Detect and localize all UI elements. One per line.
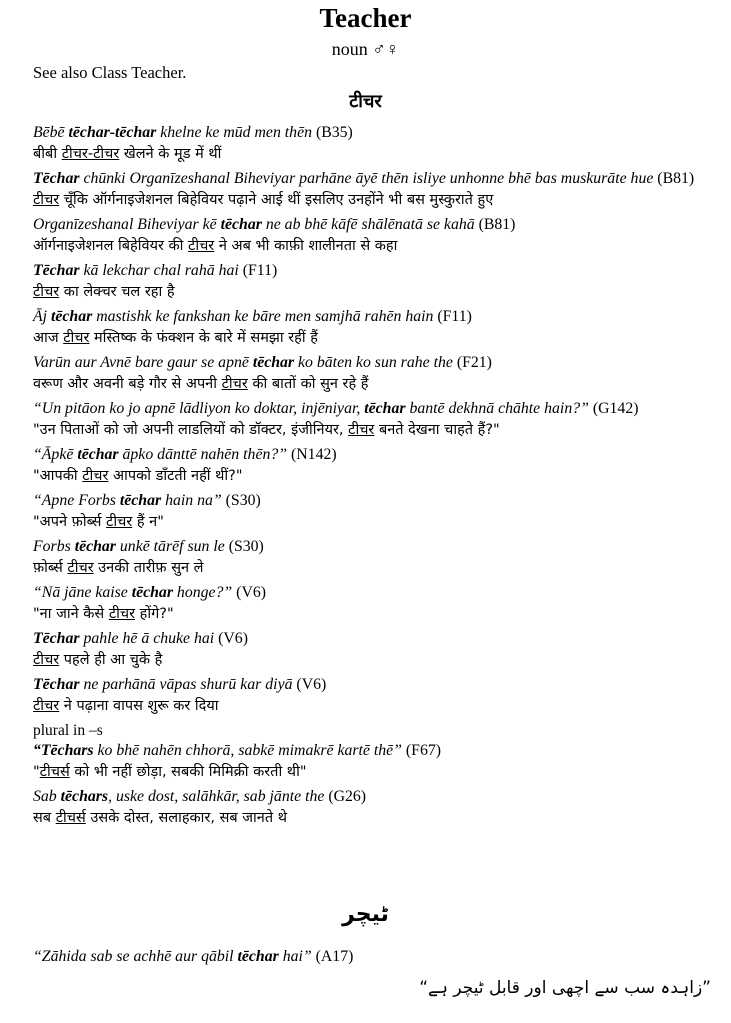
example-roman: Tēchar kā lekchar chal rahā hai (F11) — [33, 262, 278, 279]
example-hindi: "ना जाने कैसे टीचर होंगे?" — [33, 606, 174, 622]
example-entry — [33, 741, 723, 783]
urdu-example-text: ”زاہدہ سب سے اچھی اور قابل ٹیچر ہے“ — [419, 978, 711, 998]
example-hindi: "अपने फ़ोर्ब्स टीचर हैं न" — [33, 514, 164, 530]
example-roman: “Un pitāon ko jo apnē lādliyon ko doktar, injēniyar, tēchar bantē dekhnā chāhte hain?” (G142) — [33, 400, 639, 417]
example-roman: Organīzeshanal Biheviyar kē tēchar ne ab bhē kāfē shālēnatā se kahā (B81) — [33, 216, 516, 233]
example-roman: Āj tēchar mastishk ke fankshan ke bāre men samjhā rahēn hain (F11) — [33, 308, 472, 325]
example-roman: Varūn aur Avnē bare gaur se apnē tēchar ko bāten ko sun rahe the (F21) — [33, 354, 492, 371]
example-hindi: "टीचर्स को भी नहीं छोड़ा, सबकी मिमिक्री करती थी" — [33, 764, 307, 780]
example-hindi: टीचर ने पढ़ाना वापस शुरू कर दिया — [33, 698, 219, 714]
example-entry — [33, 445, 723, 487]
example-hindi: वरूण और अवनी बड़े गौर से अपनी टीचर की बातों को सुन रहे हैं — [33, 376, 369, 392]
example-entry — [33, 583, 723, 625]
example-hindi: बीबी टीचर-टीचर खेलने के मूड में थीं — [33, 146, 222, 162]
example-hindi: टीचर का लेक्चर चल रहा है — [33, 284, 175, 300]
example-roman: Tēchar chūnki Organīzeshanal Biheviyar parhāne āyē thēn isliye unhonne bhē bas muskurāte hue (B81) — [33, 170, 695, 187]
part-of-speech: noun ♂♀ — [331, 39, 400, 59]
example-entry — [33, 491, 723, 533]
headword: Teacher — [319, 3, 412, 33]
example-hindi: टीचर पहले ही आ चुके है — [33, 652, 163, 668]
example-entry — [33, 629, 723, 671]
example-hindi: सब टीचर्स उसके दोस्त, सलाहकार, सब जानते थे — [33, 810, 287, 826]
example-hindi: "उन पिताओं को जो अपनी लाडलियों को डॉक्टर, इंजीनियर, टीचर बनते देखना चाहते हैं?" — [33, 422, 500, 438]
example-roman: Tēchar ne parhānā vāpas shurū kar diyā (V6) — [33, 676, 327, 693]
example-entry — [33, 169, 723, 211]
example-entry — [33, 123, 723, 165]
example-entry — [33, 215, 723, 257]
entries-list — [33, 123, 723, 833]
example-roman: “Āpkē tēchar āpko dānttē nahēn thēn?” (N142) — [33, 446, 337, 463]
example-roman: Bēbē tēchar-tēchar khelne ke mūd men thēn (B35) — [33, 124, 353, 141]
example-entry — [33, 353, 723, 395]
example-entry — [33, 307, 723, 349]
example-hindi: आज टीचर मस्तिष्क के फंक्शन के बारे में समझा रहीं हैं — [33, 330, 318, 346]
example-roman: Forbs tēchar unkē tārēf sun le (S30) — [33, 538, 264, 555]
example-roman: “Apne Forbs tēchar hain na” (S30) — [33, 492, 261, 509]
example-entry — [33, 537, 723, 579]
urdu-example-roman: “Zāhida sab se achhē aur qābil tēchar hai” (A17) — [33, 948, 354, 965]
urdu-heading: ٹیچر — [342, 902, 389, 927]
example-hindi: फ़ोर्ब्स टीचर उनकी तारीफ़ सुन ले — [33, 560, 204, 576]
example-hindi: "आपकी टीचर आपको डाँटती नहीं थीं?" — [33, 468, 243, 484]
example-hindi: ऑर्गनाइजेशनल बिहेवियर की टीचर ने अब भी काफ़ी शालीनता से कहा — [33, 238, 398, 254]
example-hindi: टीचर चूँकि ऑर्गनाइजेशनल बिहेवियर पढ़ाने आई थीं इसलिए उनहोंने भी बस मुस्कुराते हुए — [33, 192, 494, 208]
plural-label: plural in –s — [33, 722, 103, 739]
example-entry — [33, 675, 723, 717]
example-entry — [33, 399, 723, 441]
example-entry — [33, 787, 723, 829]
example-roman: Sab tēchars, uske dost, salāhkār, sab jānte the (G26) — [33, 788, 367, 805]
example-entry — [33, 261, 723, 303]
example-roman: “Tēchars ko bhē nahēn chhorā, sabkē mimakrē kartē thē” (F67) — [33, 742, 442, 759]
example-roman: “Nā jāne kaise tēchar honge?” (V6) — [33, 584, 267, 601]
example-roman: Tēchar pahle hē ā chuke hai (V6) — [33, 630, 248, 647]
see-also-reference: See also Class Teacher. — [33, 63, 187, 82]
hindi-heading: टीचर — [349, 91, 382, 112]
